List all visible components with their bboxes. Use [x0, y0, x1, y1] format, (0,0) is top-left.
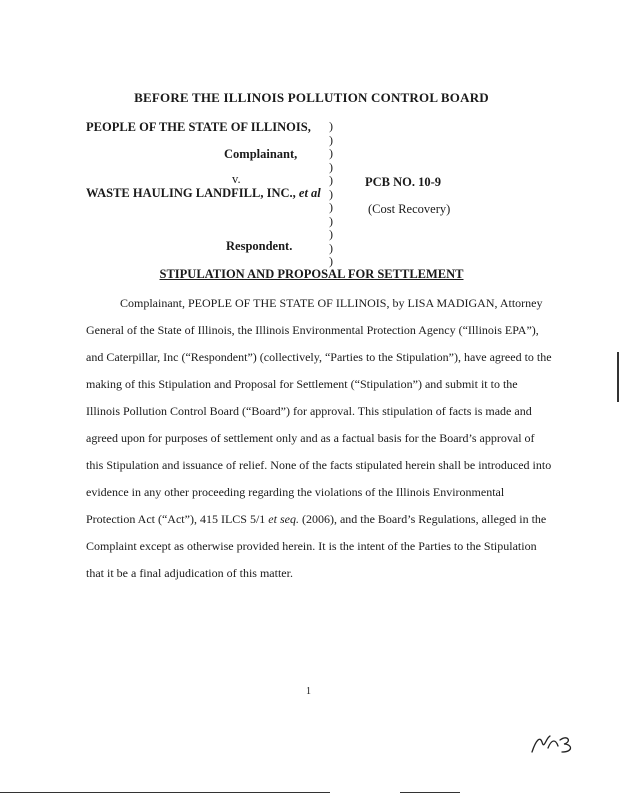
respondent-party	[86, 186, 321, 201]
body-line: that it be a final adjudication of this matter.	[86, 566, 293, 580]
paren: )	[329, 227, 333, 241]
scan-bottom-line	[400, 792, 460, 793]
paren: )	[329, 240, 333, 255]
act-citation-italic: et seq.	[268, 512, 299, 526]
paren: )	[329, 200, 333, 214]
scan-bottom-line	[0, 792, 330, 793]
caption-parentheses	[329, 120, 333, 269]
body-line: General of the State of Illinois, the Illinois Environmental Protection Agency (“Illinois EPA”),	[86, 323, 539, 337]
body-line: this Stipulation and issuance of relief. None of the facts stipulated herein shall be introduced into	[86, 458, 552, 472]
paren: )	[329, 173, 333, 187]
respondent-party-suffix: et al	[298, 186, 321, 200]
page-number: 1	[306, 686, 311, 697]
paren: )	[329, 119, 333, 133]
body-line: Complainant, PEOPLE OF THE STATE OF ILLINOIS, by LISA MADIGAN, Attorney	[120, 296, 543, 310]
body-line: making of this Stipulation and Proposal for Settlement (“Stipulation”) and submit it to the	[86, 377, 518, 391]
paren: )	[329, 213, 333, 228]
body-line: and Caterpillar, Inc (“Respondent”) (collectively, “Parties to the Stipulation”), have agreed to the	[86, 350, 552, 364]
body-line-act	[86, 512, 546, 527]
paren: )	[329, 254, 333, 268]
respondent-role: Respondent.	[226, 239, 293, 253]
paren: )	[329, 186, 333, 201]
complainant-role: Complainant,	[224, 147, 298, 161]
paren: )	[329, 146, 333, 160]
act-citation-after: (2006), and the Board’s Regulations, alleged in the	[298, 512, 547, 526]
versus-label: v.	[232, 172, 241, 186]
complainant-party: PEOPLE OF THE STATE OF ILLINOIS,	[86, 120, 311, 134]
paren: )	[329, 159, 333, 174]
scan-edge-mark	[617, 352, 619, 402]
paren: )	[329, 132, 333, 147]
act-citation-before: Protection Act (“Act”), 415 ILCS 5/1	[86, 512, 269, 526]
body-line: agreed upon for purposes of settlement only and as a factual basis for the Board’s approval of	[86, 431, 535, 445]
document-title: STIPULATION AND PROPOSAL FOR SETTLEMENT	[159, 267, 464, 281]
board-title: BEFORE THE ILLINOIS POLLUTION CONTROL BOARD	[134, 90, 489, 105]
respondent-party-name: WASTE HAULING LANDFILL, INC.,	[86, 186, 296, 200]
case-number: PCB NO. 10-9	[365, 175, 442, 189]
body-line: evidence in any other proceeding regarding the violations of the Illinois Environmental	[86, 485, 505, 499]
initials-signature	[528, 728, 580, 758]
case-type: (Cost Recovery)	[368, 202, 451, 216]
body-line: Illinois Pollution Control Board (“Board”) for approval. This stipulation of facts is made and	[86, 404, 532, 418]
body-line: Complaint except as otherwise provided herein. It is the intent of the Parties to the Stipulation	[86, 539, 537, 553]
